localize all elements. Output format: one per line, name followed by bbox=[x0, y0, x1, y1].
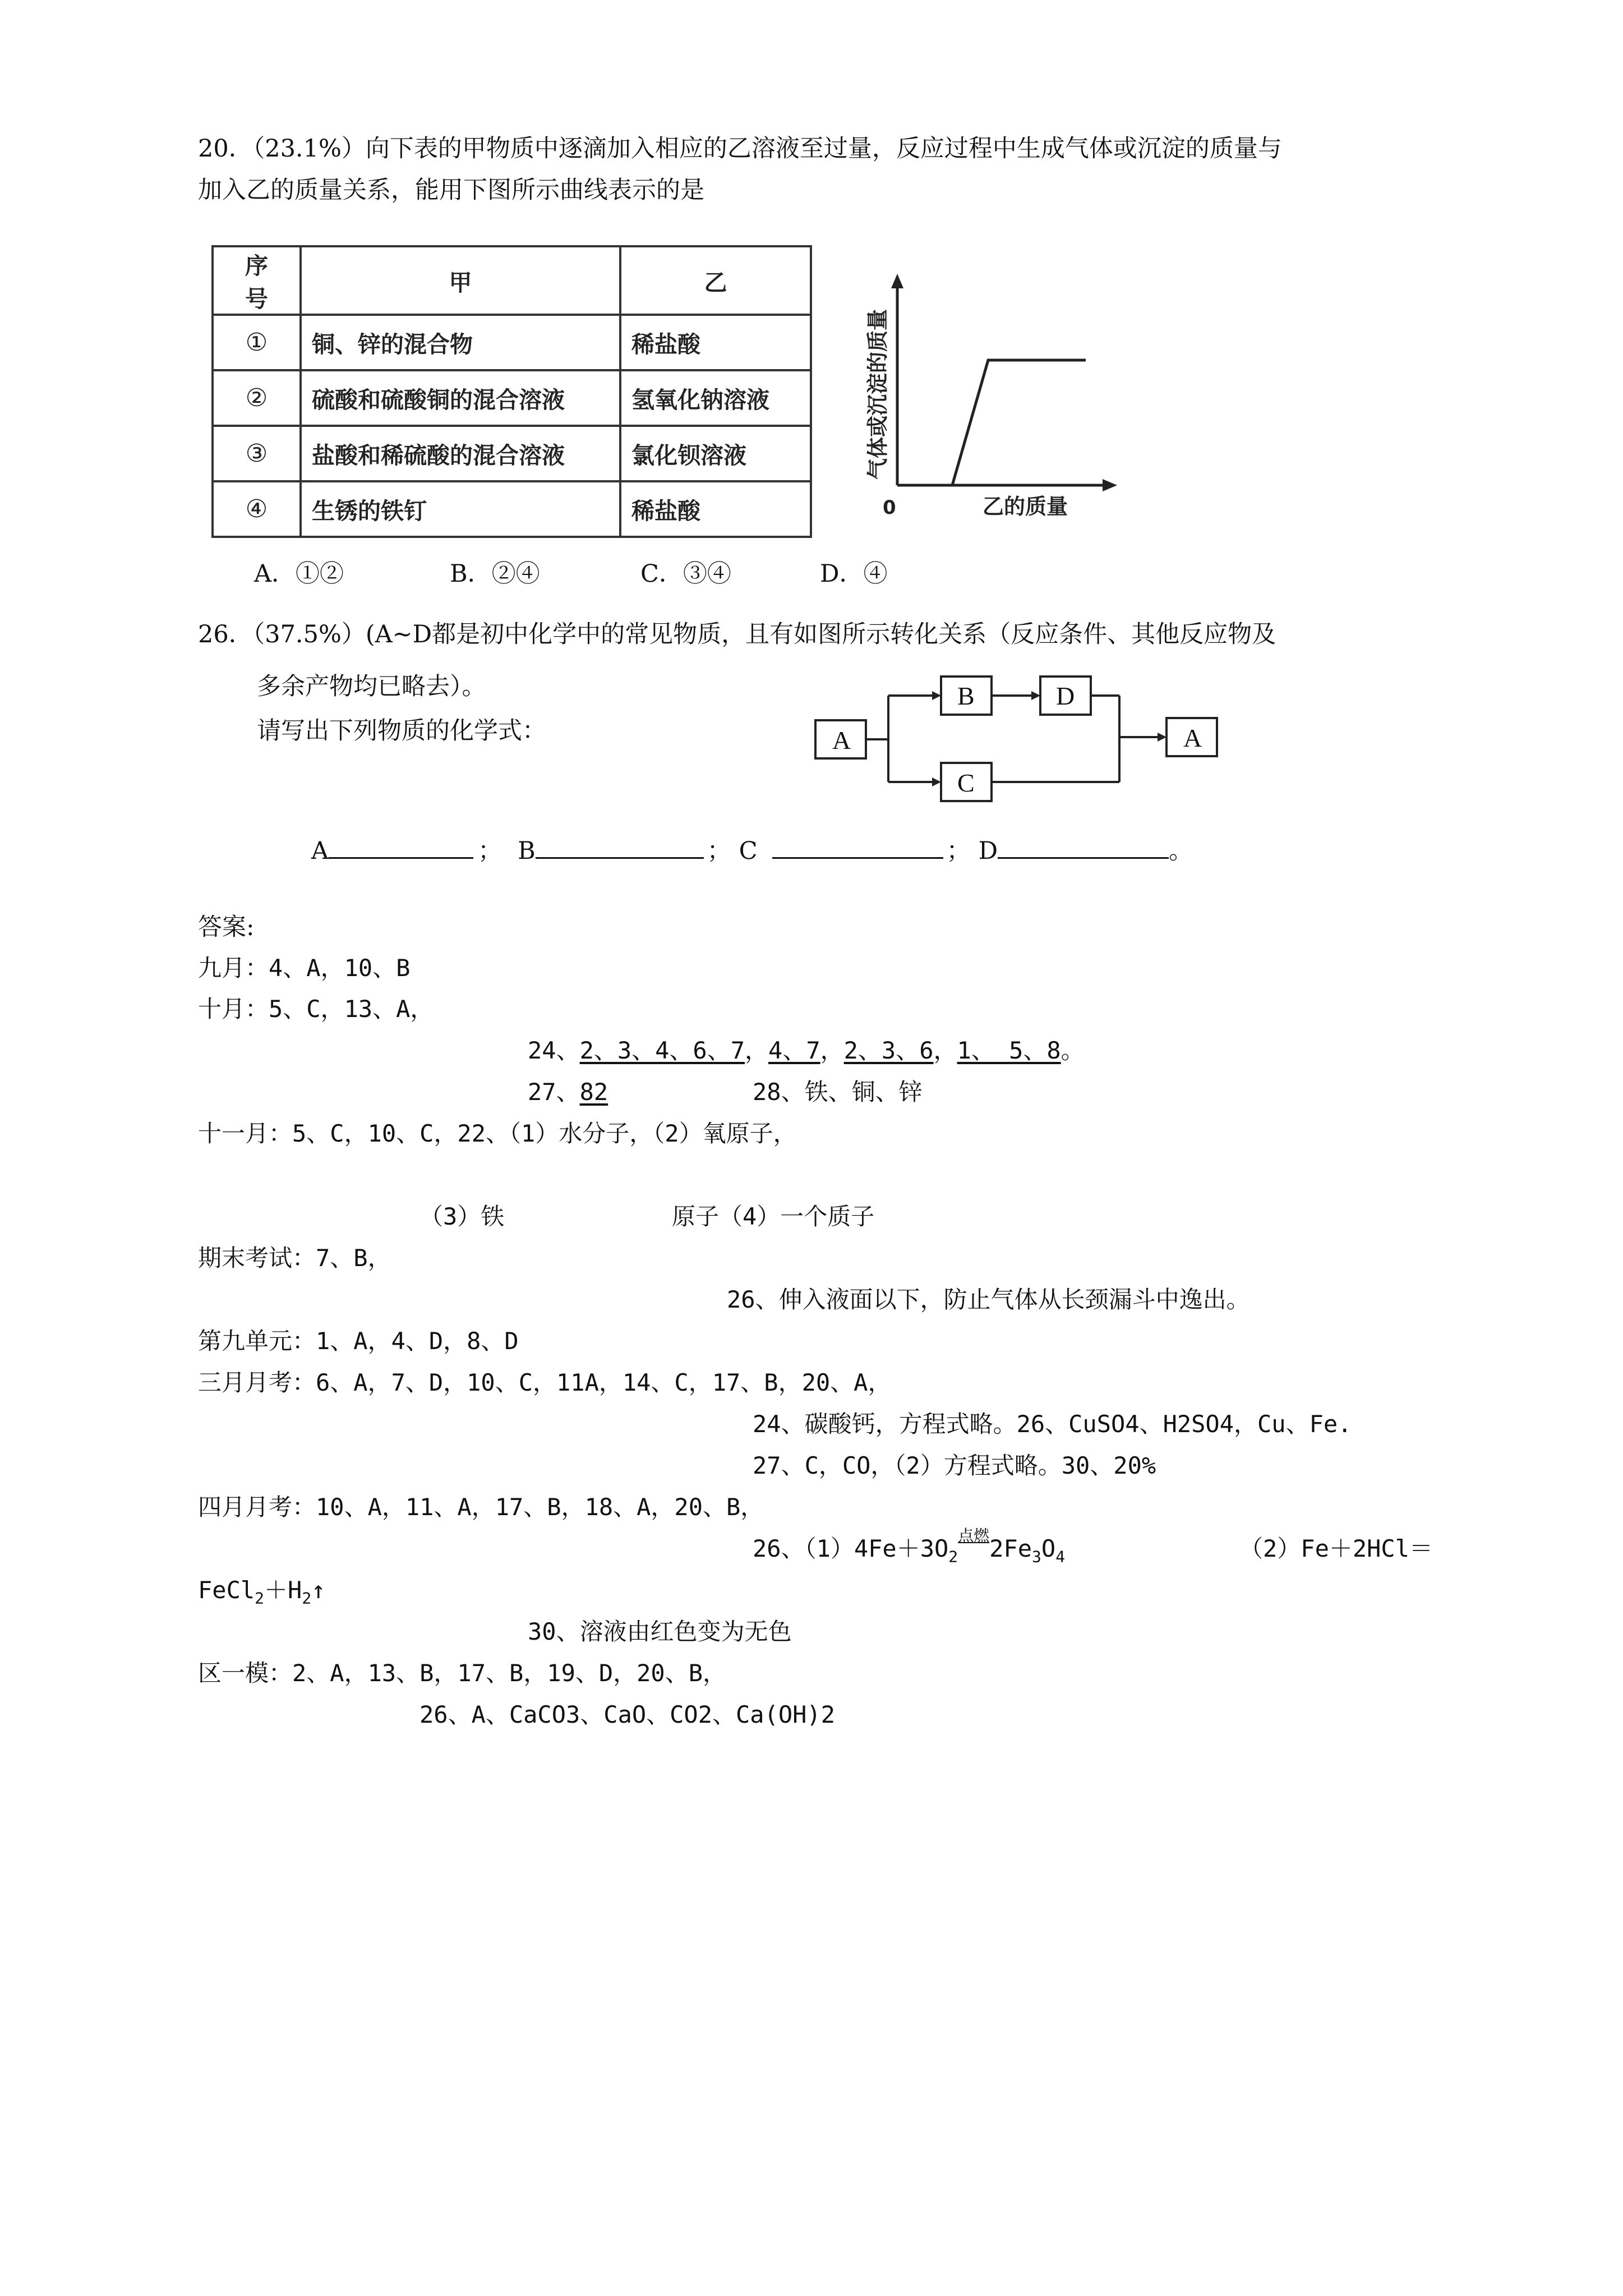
answer-april26 bbox=[753, 1526, 1066, 1566]
table-cell: ③ bbox=[213, 426, 301, 481]
node-a-left-label: A bbox=[832, 726, 851, 754]
table-cell: ① bbox=[213, 315, 301, 370]
eq-part: 26、（1）4Fe＋3O bbox=[753, 1535, 949, 1562]
answers-title: 答案: bbox=[198, 913, 255, 941]
q20-table bbox=[211, 245, 812, 538]
q26-fill-line bbox=[311, 837, 1193, 863]
q20-option-c: C．③④ bbox=[640, 560, 731, 588]
fill-label-c: C bbox=[739, 837, 758, 865]
fill-sep: ； bbox=[478, 837, 502, 865]
q20-line1: 20．（23.1%）向下表的甲物质中逐滴加入相应的乙溶液至过量，反应过程中生成气体或沉淀的质量与 bbox=[198, 135, 1282, 163]
eq-sub: 2 bbox=[948, 1547, 958, 1566]
eq-sub: 2 bbox=[302, 1589, 312, 1608]
eq-condition: 点燃 bbox=[958, 1526, 990, 1545]
answer-oct: 十月：5、C，13、A， bbox=[198, 995, 434, 1023]
eq-sub: 2 bbox=[255, 1589, 265, 1608]
answer-blank-a[interactable] bbox=[329, 837, 473, 859]
answer-blank-c[interactable] bbox=[772, 837, 943, 859]
oct27-prefix: 27、 bbox=[528, 1078, 580, 1106]
table-cell: ② bbox=[213, 370, 301, 426]
answer-march24: 24、碳酸钙，方程式略。26、CuSO4、H2SO4，Cu、Fe. bbox=[753, 1410, 1352, 1438]
answer-march27: 27、C，CO，（2）方程式略。30、20% bbox=[753, 1452, 1156, 1479]
oct27-value: 82 bbox=[579, 1078, 608, 1106]
answer-mock26: 26、A、CaCO3、CaO、CO2、Ca(OH)2 bbox=[419, 1701, 836, 1728]
eq-sub: 4 bbox=[1055, 1547, 1066, 1566]
answer-final: 期末考试：7、B， bbox=[198, 1244, 391, 1272]
oct24-part: 2、3、6 bbox=[843, 1037, 934, 1064]
oct24-end: 。 bbox=[1061, 1037, 1085, 1064]
table-header-cell: 乙 bbox=[620, 246, 811, 315]
table-cell: 稀盐酸 bbox=[620, 315, 811, 370]
answer-sep: 九月：4、A，10、B bbox=[198, 954, 411, 982]
answer-unit9: 第九单元：1、A，4、D，8、D bbox=[198, 1327, 519, 1355]
table-header-cell: 序 号 bbox=[213, 246, 301, 315]
node-b-label: B bbox=[957, 682, 975, 710]
answer-march: 三月月考：6、A，7、D，10、C，11A，14、C，17、B，20、A， bbox=[198, 1369, 892, 1396]
table-cell: 氯化钡溶液 bbox=[620, 426, 811, 481]
table-cell: 盐酸和稀硫酸的混合溶液 bbox=[301, 426, 620, 481]
eq-part: FeCl bbox=[198, 1576, 255, 1604]
table-cell: 硫酸和硫酸铜的混合溶液 bbox=[301, 370, 620, 426]
table-cell: 稀盐酸 bbox=[620, 481, 811, 537]
fill-sep: ； bbox=[707, 837, 731, 865]
oct24-part: 2、3、4、6、7 bbox=[579, 1037, 745, 1064]
arrow-to-a bbox=[1158, 733, 1166, 742]
x-axis-arrow bbox=[1103, 479, 1117, 491]
oct24-sep: ， bbox=[745, 1037, 769, 1064]
oct24-part: 1、 5、8 bbox=[957, 1037, 1061, 1064]
table-row bbox=[213, 481, 811, 537]
q20-option-d: D．④ bbox=[820, 560, 888, 588]
arrow-to-b bbox=[932, 691, 941, 700]
oct24-prefix: 24、 bbox=[528, 1037, 580, 1064]
fill-end: 。 bbox=[1169, 837, 1193, 865]
q26-line1: 26．（37.5%）(A~D都是初中化学中的常见物质，且有如图所示转化关系（反应条件、其他反应物及 bbox=[198, 620, 1276, 648]
table-row bbox=[213, 315, 811, 370]
answer-april26-c: （2）Fe＋2HCl＝ bbox=[1239, 1535, 1433, 1562]
arrow-to-d bbox=[1031, 691, 1040, 700]
graph-ylabel: 气体或沉淀的质量 bbox=[865, 309, 890, 480]
q20-option-a: A．①② bbox=[254, 560, 344, 588]
answer-nov-cont2: 原子（4）一个质子 bbox=[672, 1203, 875, 1230]
table-cell: ④ bbox=[213, 481, 301, 537]
q20-graph bbox=[830, 264, 1144, 527]
answer-oct24 bbox=[528, 1039, 1085, 1062]
answer-oct27 bbox=[528, 1080, 637, 1104]
table-row bbox=[213, 426, 811, 481]
answer-final26: 26、伸入液面以下，防止气体从长颈漏斗中逸出。 bbox=[727, 1286, 1250, 1313]
fill-label-a: A bbox=[311, 837, 329, 865]
graph-xlabel: 乙的质量 bbox=[983, 494, 1068, 519]
graph-origin: 0 bbox=[883, 496, 896, 519]
answer-mock: 区一模：2、A，13、B，17、B，19、D，20、B， bbox=[198, 1659, 727, 1687]
q20-option-b: B．②④ bbox=[450, 560, 540, 588]
y-axis-arrow bbox=[891, 274, 903, 288]
curve bbox=[952, 360, 1086, 485]
answer-april: 四月月考：10、A，11、A，17、B，18、A，20、B， bbox=[198, 1493, 764, 1521]
answer-blank-b[interactable] bbox=[536, 837, 704, 859]
fill-label-b: B bbox=[518, 837, 536, 865]
eq-sub: 3 bbox=[1032, 1547, 1041, 1566]
table-cell: 生锈的铁钉 bbox=[301, 481, 620, 537]
answer-blank-d[interactable] bbox=[998, 837, 1169, 859]
oct24-part: 4、7 bbox=[768, 1037, 820, 1064]
node-c-label: C bbox=[957, 769, 975, 797]
answer-nov-cont1: （3）铁 bbox=[419, 1203, 505, 1230]
q26-diagram bbox=[808, 668, 1234, 819]
table-header-row bbox=[213, 246, 811, 315]
fill-label-d: D bbox=[978, 837, 998, 865]
arrow-to-c bbox=[932, 777, 941, 786]
eq-part: 2Fe bbox=[989, 1535, 1032, 1562]
table-row bbox=[213, 370, 811, 426]
fill-sep: ； bbox=[946, 837, 971, 865]
eq-part: ＋H bbox=[264, 1576, 302, 1604]
node-d-label: D bbox=[1056, 682, 1075, 710]
q26-line2: 多余产物均已略去）。 bbox=[257, 673, 486, 701]
oct24-sep: ， bbox=[933, 1037, 957, 1064]
answer-april30: 30、溶液由红色变为无色 bbox=[528, 1618, 792, 1645]
table-cell: 氢氧化钠溶液 bbox=[620, 370, 811, 426]
node-a-right-label: A bbox=[1183, 724, 1202, 752]
oct24-sep: ， bbox=[820, 1037, 844, 1064]
answer-nov: 十一月：5、C，10、C，22、（1）水分子，（2）氧原子， bbox=[198, 1120, 797, 1147]
up-arrow-icon: ↑ bbox=[311, 1576, 326, 1604]
eq-part: O bbox=[1041, 1535, 1056, 1562]
table-header-cell: 甲 bbox=[301, 246, 620, 315]
answer-oct28: 28、铁、铜、锌 bbox=[753, 1078, 923, 1106]
q20-line2: 加入乙的质量关系，能用下图所示曲线表示的是 bbox=[198, 176, 704, 204]
table-cell: 铜、锌的混合物 bbox=[301, 315, 620, 370]
answer-april26-d bbox=[198, 1576, 326, 1608]
q26-line3: 请写出下列物质的化学式： bbox=[257, 717, 546, 745]
